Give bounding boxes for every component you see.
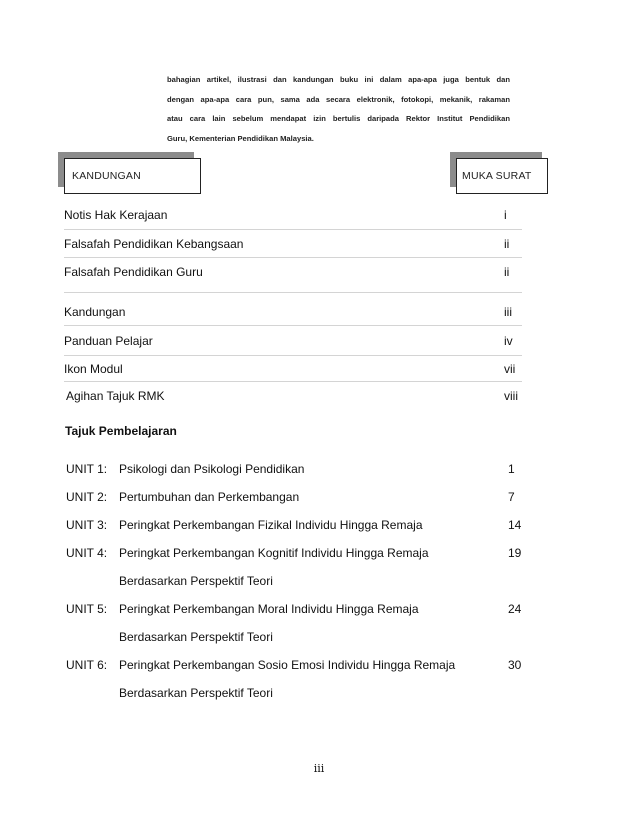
divider <box>64 292 522 293</box>
toc-entry-page: iv <box>504 334 513 348</box>
unit-title: Peringkat Perkembangan Kognitif Individu Hingga Remaja <box>119 546 429 560</box>
unit-title: Peringkat Perkembangan Moral Individu Hingga Remaja <box>119 602 419 616</box>
toc-entry-label: Ikon Modul <box>64 362 123 376</box>
unit-title-continuation: Berdasarkan Perspektif Teori <box>119 630 273 644</box>
unit-title-continuation: Berdasarkan Perspektif Teori <box>119 574 273 588</box>
toc-entry-page: ii <box>504 265 510 279</box>
divider <box>64 381 522 382</box>
unit-code: UNIT 5: <box>66 602 108 616</box>
toc-entry-label: Falsafah Pendidikan Kebangsaan <box>64 237 244 251</box>
toc-entry-label: Kandungan <box>64 305 126 319</box>
toc-entry-label: Notis Hak Kerajaan <box>64 208 168 222</box>
unit-title: Peringkat Perkembangan Fizikal Individu Hingga Remaja <box>119 518 423 532</box>
unit-title: Peringkat Perkembangan Sosio Emosi Individu Hingga Remaja <box>119 658 456 672</box>
page-number: iii <box>313 762 325 775</box>
contents-header <box>64 158 201 194</box>
unit-title-continuation: Berdasarkan Perspektif Teori <box>119 686 273 700</box>
unit-title: Pertumbuhan dan Perkembangan <box>119 490 300 504</box>
unit-code: UNIT 4: <box>66 546 108 560</box>
unit-code: UNIT 2: <box>66 490 108 504</box>
toc-entry-page: iii <box>504 305 512 319</box>
copyright-notice <box>167 70 510 148</box>
copyright-line: bahagian artikel, ilustrasi dan kandungan buku ini dalam apa-apa juga bentuk dan <box>167 75 510 84</box>
unit-title: Psikologi dan Psikologi Pendidikan <box>119 462 305 476</box>
unit-code: UNIT 3: <box>66 518 108 532</box>
page-header-label: MUKA SURAT <box>462 170 532 182</box>
unit-page: 7 <box>508 490 515 504</box>
unit-page: 30 <box>508 658 522 672</box>
toc-entry-label: Falsafah Pendidikan Guru <box>64 265 203 279</box>
toc-entry-page: i <box>504 208 507 222</box>
divider <box>64 325 522 326</box>
unit-code: UNIT 1: <box>66 462 108 476</box>
contents-header-label: KANDUNGAN <box>72 170 141 182</box>
unit-page: 1 <box>508 462 515 476</box>
toc-entry-page: vii <box>504 362 516 376</box>
divider <box>64 257 522 258</box>
toc-entry-page: viii <box>504 389 518 403</box>
copyright-line: dengan apa-apa cara pun, sama ada secara elektronik, fotokopi, mekanik, rakaman <box>167 94 510 104</box>
divider <box>64 229 522 230</box>
section-title: Tajuk Pembelajaran <box>65 424 177 438</box>
copyright-line: Guru, Kementerian Pendidikan Malaysia. <box>167 133 314 143</box>
divider <box>64 355 522 356</box>
page-header <box>456 158 548 194</box>
unit-code: UNIT 6: <box>66 658 108 672</box>
toc-entry-page: ii <box>504 237 510 251</box>
unit-page: 24 <box>508 602 522 616</box>
toc-entry-label: Panduan Pelajar <box>64 334 153 348</box>
toc-entry-label: Agihan Tajuk RMK <box>66 389 165 403</box>
unit-page: 19 <box>508 546 522 560</box>
copyright-line: atau cara lain sebelum mendapat izin bertulis daripada Rektor Institut Pendidikan <box>167 114 510 123</box>
unit-page: 14 <box>508 518 522 532</box>
